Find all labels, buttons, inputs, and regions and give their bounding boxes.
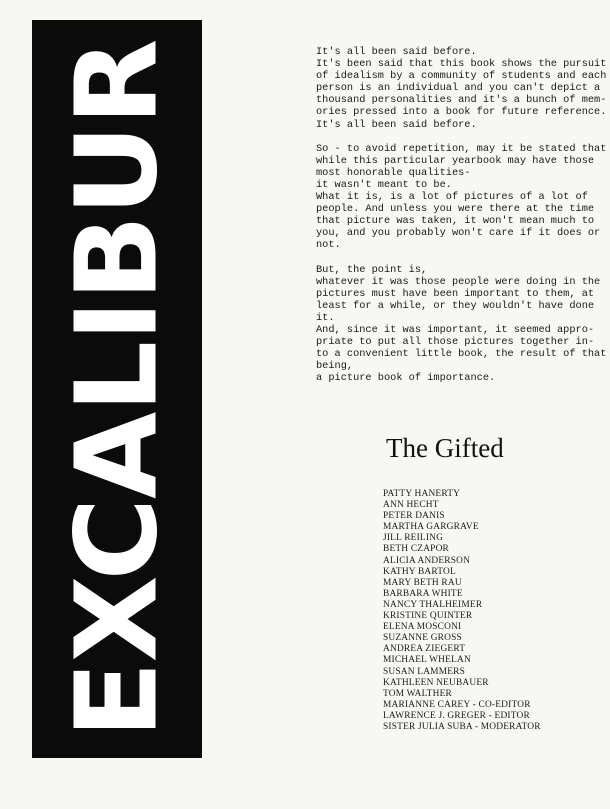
staff-name: ANDREA ZIEGERT [383, 644, 466, 655]
staff-name: SISTER JULIA SUBA - MODERATOR [383, 721, 541, 732]
staff-name: KATHLEEN NEUBAUER [383, 677, 489, 688]
staff-name: SUZANNE GROSS [383, 633, 462, 644]
intro-line: It's all been said before. [316, 118, 477, 131]
staff-name: KRISTINE QUINTER [383, 611, 473, 622]
intro-line: it wasn't meant to be. [316, 178, 452, 191]
intro-text [316, 46, 607, 396]
intro-line: to a convenient little book, the result of that [316, 348, 607, 361]
staff-name: TOM WALTHER [383, 688, 452, 699]
intro-paragraph [316, 46, 607, 131]
intro-line: person is an individual and you can't depict a [316, 82, 601, 95]
staff-name: MICHAEL WHELAN [383, 655, 471, 666]
staff-name: PATTY HANERTY [383, 489, 461, 499]
intro-line: that picture was taken, it won't mean much to [316, 215, 595, 228]
intro-line: of idealism by a community of students and each [316, 70, 607, 83]
staff-name: MARIANNE CAREY - CO-EDITOR [383, 699, 531, 710]
intro-line: ories pressed into a book for future reference. [316, 106, 607, 119]
intro-line: What it is, is a lot of pictures of a lot of [316, 191, 588, 204]
intro-line: pictures must have been important to them, at [316, 287, 595, 300]
staff-name: KATHY BARTOL [383, 566, 456, 577]
intro-line: being, [316, 360, 354, 373]
intro-line: while this particular yearbook may have those [316, 154, 595, 167]
staff-name: BETH CZAPOR [383, 544, 450, 555]
intro-paragraph [316, 142, 607, 252]
intro-paragraph [316, 263, 607, 385]
staff-name: ANN HECHT [383, 500, 439, 511]
intro-line: you, and you probably won't care if it does or [316, 227, 601, 240]
intro-line: people. And unless you were there at the time [316, 203, 595, 216]
staff-name: JILL REILING [383, 533, 444, 544]
intro-line: a picture book of importance. [316, 372, 496, 385]
staff-name: NANCY THALHEIMER [383, 599, 483, 610]
staff-name: MARTHA GARGRAVE [383, 522, 479, 533]
staff-list [383, 489, 603, 733]
intro-line: But, the point is, [316, 263, 428, 276]
staff-name: SUSAN LAMMERS [383, 666, 466, 677]
intro-line: not. [316, 239, 341, 252]
staff-name: ELENA MOSCONI [383, 622, 462, 633]
banner-title: EXCALIBUR [50, 39, 183, 739]
intro-line: And, since it was important, it seemed appro- [316, 323, 595, 336]
intro-line: It's been said that this book shows the pursuit [316, 58, 607, 71]
intro-line: most honorable qualities- [316, 166, 471, 179]
staff-name: LAWRENCE J. GREGER - EDITOR [383, 710, 530, 721]
staff-name: PETER DANIS [383, 511, 445, 522]
intro-line: It's all been said before. [316, 46, 477, 58]
intro-line: thousand personalities and it's a bunch of mem- [316, 94, 607, 107]
staff-name: BARBARA WHITE [383, 588, 463, 599]
staff-name: ALICIA ANDERSON [383, 555, 471, 566]
title-banner [32, 20, 202, 758]
intro-line: least for a while, or they wouldn't have done [316, 299, 595, 312]
staff-name: MARY BETH RAU [383, 577, 462, 588]
section-title: The Gifted [386, 433, 504, 463]
intro-line: it. [316, 311, 335, 324]
intro-line: So - to avoid repetition, may it be stated that [316, 142, 607, 155]
intro-line: whatever it was those people were doing in the [316, 275, 601, 288]
intro-line: priate to put all those pictures together in- [316, 336, 595, 349]
